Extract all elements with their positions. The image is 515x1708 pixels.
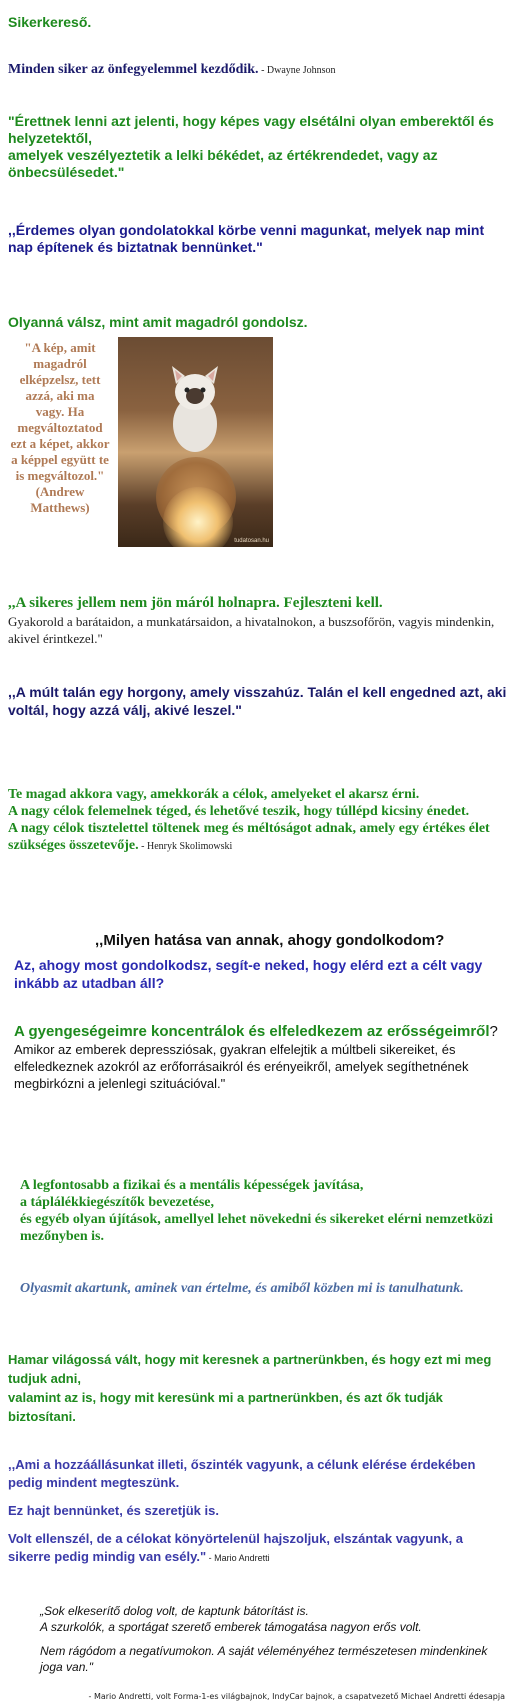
quote-11: Olyasmit akartunk, aminek van értelme, és amiből közben mi is tanulhatunk.	[20, 1281, 464, 1296]
quote-13-line-1: ,,Ami a hozzáállásunkat illeti, őszinték vagyunk, a célunk elérése érdekében pedig mindent megteszünk.	[8, 1457, 476, 1490]
quote-14-signature: - Mario Andretti, volt Forma-1-es világbajnok, IndyCar bajnok, a csapatvezető Michael Andretti édesapja	[88, 1692, 505, 1701]
quote-8-heading: ,,Milyen hatása van annak, ahogy gondolkodom?	[95, 932, 445, 949]
quote-6: ,,A múlt talán egy horgony, amely visszahúz. Talán el kell engedned azt, aki voltál, hogy azzá válj, akivé leszel."	[8, 684, 507, 718]
quote-9-heading: A gyengeségeimre koncentrálok és elfeledkezem az erősségeimről	[14, 1023, 490, 1040]
quote-1-text: Minden siker az önfegyelemmel kezdődik.	[8, 62, 259, 77]
quote-13	[8, 1456, 508, 1567]
quote-2	[8, 113, 508, 181]
quote-14-line-3: Nem rágódom a negatívumokon. A saját véleményéhez természetesen mindenkinek joga van."	[40, 1644, 488, 1674]
quote-5	[8, 595, 508, 647]
quote-4-heading: Olyanná válsz, mint amit magadról gondolsz.	[8, 314, 308, 330]
quote-9-question-mark: ?	[489, 1023, 498, 1040]
quote-12-line-2: valamint az is, hogy mit keresünk mi a partnerünkben, és azt ők tudják biztosítani.	[8, 1390, 443, 1424]
kitten-reflection-image	[118, 337, 273, 547]
quote-7-line-3: A nagy célok tisztelettel töltenek meg és méltóságot adnak, amely egy értékes élet szükséges összetevője.	[8, 821, 490, 853]
kitten-icon	[158, 362, 233, 457]
quote-13-author: - Mario Andretti	[206, 1553, 270, 1563]
quote-9-text: Amikor az emberek depressziósak, gyakran elfelejtik a múltbeli sikereiket, és elfeledkeznek azokról az erőforrásaikról és erényeikről, amelyek segíthetnének megbirkózni a jelenlegi szituációval."	[14, 1042, 469, 1091]
quote-2-line-1: "Érettnek lenni azt jelenti, hogy képes vagy elsétálni olyan emberektől és helyzetektől,	[8, 113, 494, 146]
quote-7-author: - Henryk Skolimowski	[138, 841, 233, 852]
quote-1-author: - Dwayne Johnson	[258, 65, 336, 76]
quote-10-line-2: a táplálékkiegészítők bevezetése,	[20, 1195, 215, 1210]
quote-13-line-2: Ez hajt bennünket, és szeretjük is.	[8, 1503, 219, 1518]
image-quote: "A kép, amit magadról elképzelsz, tett azzá, aki ma vagy. Ha megváltoztatod ezt a képet, akkor a képpel együtt te is megváltozol." (Andrew Matthews)	[10, 340, 110, 515]
quote-1	[8, 58, 508, 78]
quote-7-line-1: Te magad akkora vagy, amekkorák a célok, amelyeket el akarsz érni.	[8, 787, 420, 802]
image-credit: tudatosan.hu	[234, 538, 269, 544]
quote-2-line-2: amelyek veszélyeztetik a lelki békédet, az értékrendedet, vagy az önbecsülésedet."	[8, 147, 438, 180]
quote-5-line-1: ,,A sikeres jellem nem jön máról holnapra. Fejleszteni kell.	[8, 595, 383, 611]
quote-3: ,,Érdemes olyan gondolatokkal körbe venni magunkat, melyek nap mint nap építenek és biztatnak bennünket."	[8, 222, 485, 255]
quote-13-line-3: Volt ellenszél, de a célokat könyörtelenül hajszoljuk, elszántak vagyunk, a sikerre pedig mindig van esély."	[8, 1531, 463, 1564]
quote-10-line-3: és egyéb olyan újítások, amellyel lehet növekedni és sikereket elérni nemzetközi mezőnyben is.	[20, 1212, 493, 1244]
quote-9	[14, 1023, 509, 1092]
quote-5-line-2: Gyakorold a barátaidon, a munkatársaidon, a hivatalnokon, a buszsofőrön, vagyis mindenkin, akivel érintkezel."	[8, 614, 495, 646]
page-title: Sikerkereső.	[8, 14, 92, 30]
quote-12-line-1: Hamar világossá vált, hogy mit keresnek a partnerünkben, és hogy ezt mi meg tudjuk adni,	[8, 1352, 492, 1386]
quote-14	[40, 1603, 510, 1675]
quote-14-line-2: A szurkolók, a sportágat szerető emberek támogatása nagyon erős volt.	[40, 1620, 422, 1634]
quote-7-line-2: A nagy célok felemelnek téged, és lehetővé teszik, hogy túllépd kicsiny énedet.	[8, 804, 470, 819]
quote-10-line-1: A legfontosabb a fizikai és a mentális képességek javítása,	[20, 1178, 364, 1193]
quote-8-text: Az, ahogy most gondolkodsz, segít-e neked, hogy elérd ezt a célt vagy inkább az utadban áll?	[14, 957, 483, 991]
quote-7	[8, 786, 508, 855]
quote-12	[8, 1350, 508, 1426]
quote-14-line-1: „Sok elkeserítő dolog volt, de kaptunk bátorítást is.	[40, 1604, 309, 1618]
quote-10	[20, 1177, 508, 1245]
